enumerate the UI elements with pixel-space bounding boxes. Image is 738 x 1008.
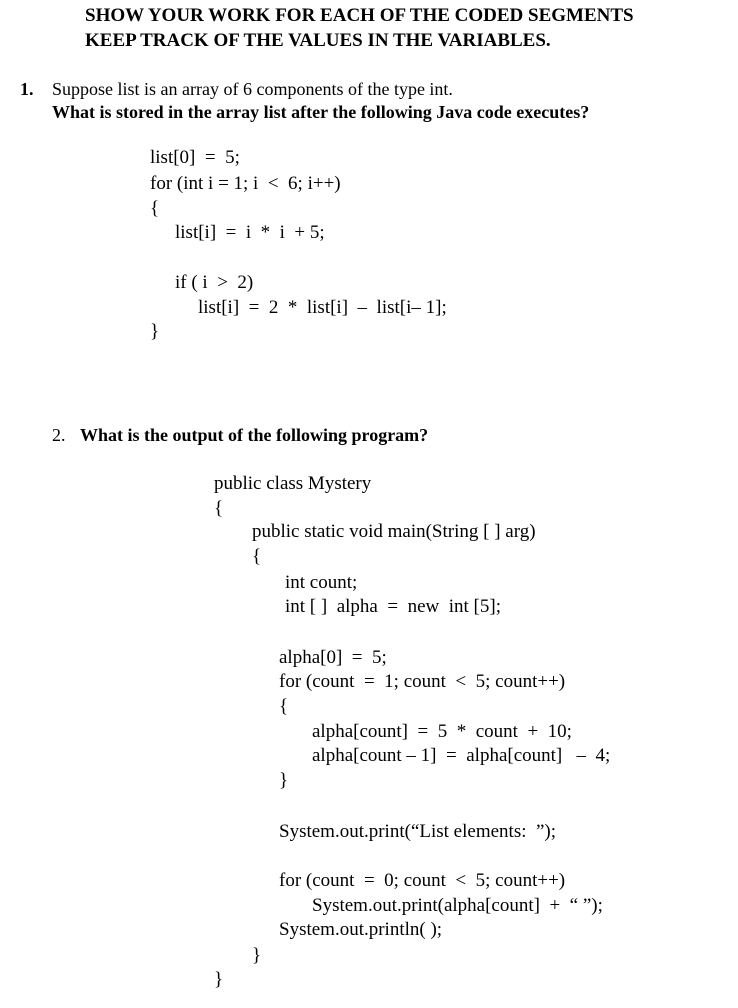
q2-code-line: for (count = 0; count < 5; count++) bbox=[279, 870, 566, 891]
q1-code-line: list[i] = i * i + 5; bbox=[175, 222, 325, 243]
question-1-number: 1. bbox=[20, 79, 34, 99]
q1-code-line: } bbox=[150, 321, 160, 342]
q2-code-line: alpha[count – 1] = alpha[count] – 4; bbox=[312, 745, 611, 766]
q1-code-line: list[i] = 2 * list[i] – list[i– 1]; bbox=[198, 297, 447, 318]
q2-code-line: int [ ] alpha = new int [5]; bbox=[285, 596, 501, 617]
q2-code-line: System.out.print(alpha[count] + “ ”); bbox=[312, 895, 603, 916]
q2-code-line: } bbox=[252, 945, 262, 966]
q2-code-line: int count; bbox=[285, 572, 358, 593]
q1-code-line: if ( i > 2) bbox=[175, 272, 254, 293]
question-2-prompt: What is the output of the following program? bbox=[80, 425, 429, 445]
q2-code-line: public class Mystery bbox=[214, 473, 372, 494]
question-1-prompt: Suppose list is an array of 6 components of the type int. bbox=[52, 79, 453, 99]
q2-code-line: public static void main(String [ ] arg) bbox=[252, 521, 536, 542]
q2-code-line: { bbox=[214, 498, 224, 519]
q2-code-line: } bbox=[214, 969, 224, 990]
q2-code-line: System.out.println( ); bbox=[279, 919, 443, 940]
question-1-task: What is stored in the array list after the following Java code executes? bbox=[52, 102, 590, 122]
question-2-number: 2. bbox=[52, 425, 66, 445]
q2-code-line: { bbox=[252, 546, 262, 567]
header-line-2: KEEP TRACK OF THE VALUES IN THE VARIABLES. bbox=[85, 30, 551, 51]
q2-code-line: System.out.print(“List elements: ”); bbox=[279, 821, 557, 842]
header-line-1: SHOW YOUR WORK FOR EACH OF THE CODED SEGMENTS bbox=[85, 5, 634, 26]
q1-code-line: { bbox=[150, 198, 160, 219]
q1-code-line: list[0] = 5; bbox=[150, 147, 240, 168]
q2-code-line: alpha[0] = 5; bbox=[279, 647, 387, 668]
q2-code-line: } bbox=[279, 770, 289, 791]
q2-code-line: { bbox=[279, 696, 289, 717]
q1-code-line: for (int i = 1; i < 6; i++) bbox=[150, 173, 341, 194]
q2-code-line: for (count = 1; count < 5; count++) bbox=[279, 671, 566, 692]
q2-code-line: alpha[count] = 5 * count + 10; bbox=[312, 721, 572, 742]
